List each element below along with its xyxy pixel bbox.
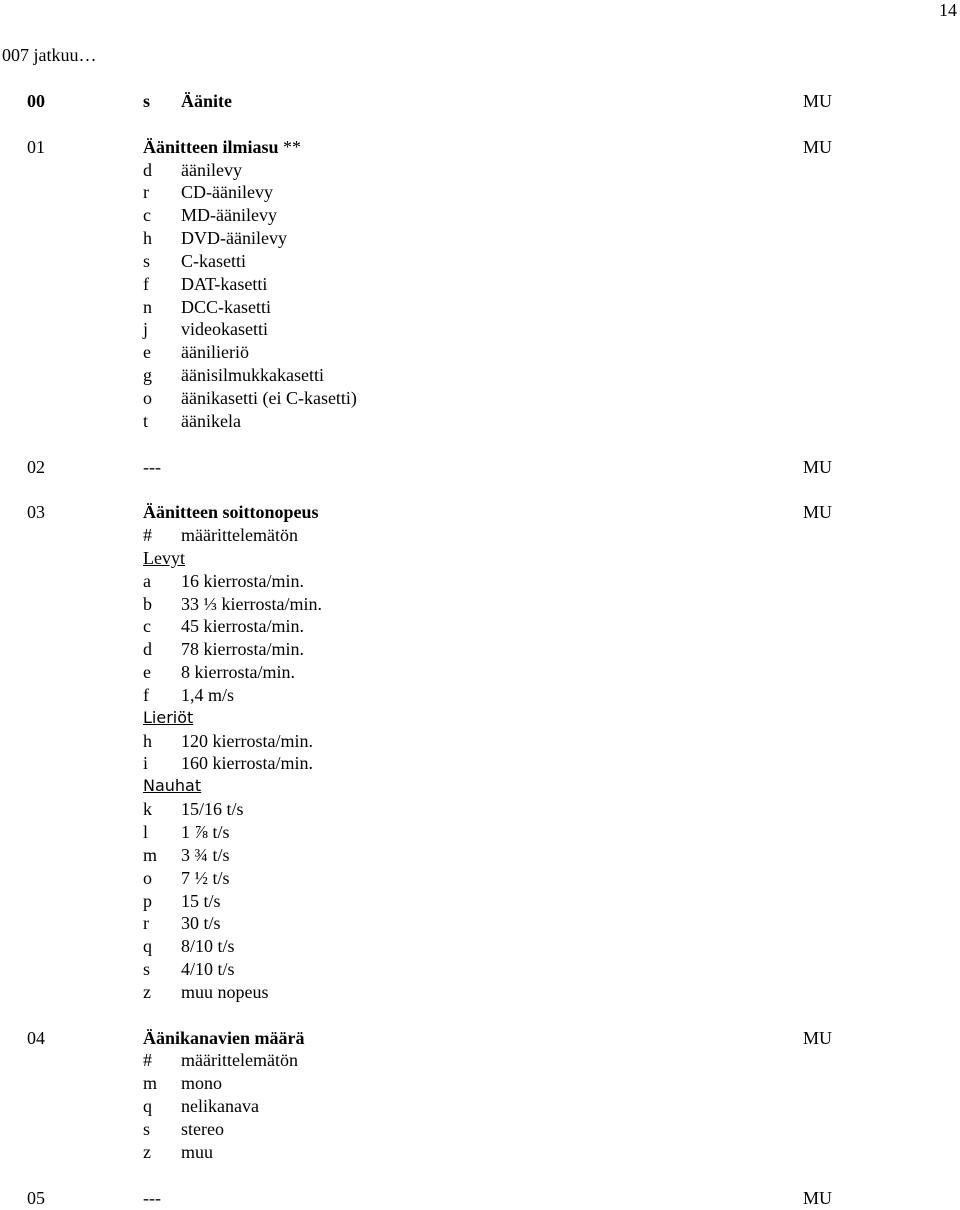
field-row-01 xyxy=(0,136,960,159)
section-spacer xyxy=(0,113,960,136)
field-mu-tag: MU xyxy=(803,136,833,157)
item-code: j xyxy=(143,319,149,340)
list-item xyxy=(0,410,960,433)
field-row-03 xyxy=(0,501,960,524)
item-code: z xyxy=(143,1141,151,1162)
item-label: 160 kierrosta/min. xyxy=(181,753,313,774)
list-item xyxy=(0,364,960,387)
field-mu-tag: MU xyxy=(803,502,833,523)
field-mu-tag: MU xyxy=(803,1027,833,1048)
section-spacer xyxy=(0,1164,960,1187)
item-code: a xyxy=(143,570,151,591)
list-item xyxy=(0,798,960,821)
subheading-row xyxy=(0,775,960,798)
list-item xyxy=(0,844,960,867)
field-code: s xyxy=(143,91,151,111)
item-code: s xyxy=(143,1118,151,1139)
item-label: nelikanava xyxy=(181,1096,259,1117)
item-label: 8/10 t/s xyxy=(181,936,235,957)
item-label: 7 ½ t/s xyxy=(181,867,230,888)
item-label: äänilevy xyxy=(181,159,242,180)
item-code: n xyxy=(143,296,152,317)
item-label: DAT-kasetti xyxy=(181,273,268,294)
item-code: m xyxy=(143,1073,158,1094)
list-item xyxy=(0,958,960,981)
list-item xyxy=(0,524,960,547)
item-code: h xyxy=(143,730,152,751)
list-item xyxy=(0,638,960,661)
item-code: # xyxy=(143,525,152,546)
list-item xyxy=(0,1072,960,1095)
item-label: 1 ⅞ t/s xyxy=(181,822,230,842)
list-item xyxy=(0,227,960,250)
item-code: h xyxy=(143,228,152,249)
field-title: Äänikanavien määrä xyxy=(143,1027,305,1048)
item-label: muu xyxy=(181,1141,214,1162)
field-mu-tag: MU xyxy=(803,91,833,111)
list-item xyxy=(0,981,960,1004)
list-item xyxy=(0,1095,960,1118)
field-value: --- xyxy=(143,1187,161,1208)
field-list xyxy=(0,90,960,1209)
list-item xyxy=(0,1049,960,1072)
field-heading xyxy=(143,136,301,159)
item-code: c xyxy=(143,616,151,637)
item-label: mono xyxy=(181,1073,223,1094)
item-label: äänisilmukkakasetti xyxy=(181,365,324,386)
page-number: 14 xyxy=(939,0,957,20)
item-label: 3 ¾ t/s xyxy=(181,844,230,865)
item-label: videokasetti xyxy=(181,319,268,340)
item-code: s xyxy=(143,250,151,271)
list-item xyxy=(0,890,960,913)
item-label: 30 t/s xyxy=(181,913,221,934)
field-number: 02 xyxy=(27,456,45,477)
item-label: C-kasetti xyxy=(181,250,246,271)
item-code: l xyxy=(143,822,149,842)
subheading-row xyxy=(0,547,960,570)
item-code: b xyxy=(143,593,152,614)
list-item xyxy=(0,593,960,616)
field-title: Äänitteen ilmiasu xyxy=(143,136,279,157)
item-label: 120 kierrosta/min. xyxy=(181,730,313,751)
subheading-row xyxy=(0,707,960,730)
continuation-heading: 007 jatkuu… xyxy=(2,45,97,65)
item-label: määrittelemätön xyxy=(181,525,298,546)
list-item xyxy=(0,387,960,410)
list-item xyxy=(0,1118,960,1141)
field-heading xyxy=(143,501,319,524)
list-item xyxy=(0,296,960,319)
field-number: 01 xyxy=(27,136,45,157)
item-label: äänikela xyxy=(181,410,241,431)
item-code: k xyxy=(143,799,152,820)
field-number: 00 xyxy=(27,91,45,111)
list-item xyxy=(0,912,960,935)
field-row-02 xyxy=(0,456,960,479)
list-item xyxy=(0,273,960,296)
field-mu-tag: MU xyxy=(803,456,833,477)
item-label: 15 t/s xyxy=(181,890,221,911)
item-label: 1,4 m/s xyxy=(181,684,235,705)
item-code: r xyxy=(143,913,149,934)
item-code: o xyxy=(143,867,152,888)
item-label: DCC-kasetti xyxy=(181,296,271,317)
list-item xyxy=(0,250,960,273)
list-item xyxy=(0,867,960,890)
item-code: z xyxy=(143,981,151,1002)
field-row-04 xyxy=(0,1027,960,1050)
item-label: stereo xyxy=(181,1118,224,1139)
item-code: s xyxy=(143,959,151,980)
field-note: ** xyxy=(283,136,302,157)
item-code: d xyxy=(143,639,152,660)
list-item xyxy=(0,159,960,182)
item-code: c xyxy=(143,205,151,226)
list-item xyxy=(0,935,960,958)
list-item xyxy=(0,821,960,844)
list-item xyxy=(0,661,960,684)
item-code: t xyxy=(143,410,149,431)
item-code: g xyxy=(143,365,152,386)
item-label: 8 kierrosta/min. xyxy=(181,662,295,683)
item-code: e xyxy=(143,342,151,363)
list-item xyxy=(0,341,960,364)
item-code: q xyxy=(143,1096,152,1117)
item-label: 4/10 t/s xyxy=(181,959,235,980)
item-label: 78 kierrosta/min. xyxy=(181,639,304,660)
list-item xyxy=(0,1141,960,1164)
item-code: r xyxy=(143,182,149,203)
item-label: DVD-äänilevy xyxy=(181,228,287,249)
item-label: CD-äänilevy xyxy=(181,182,273,203)
section-spacer xyxy=(0,478,960,501)
list-item xyxy=(0,684,960,707)
item-label: määrittelemätön xyxy=(181,1050,298,1071)
item-label: 33 ⅓ kierrosta/min. xyxy=(181,593,322,614)
field-number: 03 xyxy=(27,502,45,523)
item-label: äänikasetti (ei C-kasetti) xyxy=(181,387,357,408)
item-code: p xyxy=(143,890,152,911)
field-mu-tag: MU xyxy=(803,1187,833,1208)
item-label: 45 kierrosta/min. xyxy=(181,616,304,637)
item-code: o xyxy=(143,387,152,408)
field-heading xyxy=(143,1027,305,1050)
subheading-nauhat: Nauhat xyxy=(143,776,202,796)
field-number: 04 xyxy=(27,1027,45,1048)
item-code: f xyxy=(143,273,149,294)
item-code: # xyxy=(143,1050,152,1071)
field-number: 05 xyxy=(27,1187,45,1208)
item-label: MD-äänilevy xyxy=(181,205,277,226)
item-code: q xyxy=(143,936,152,957)
field-row-00 xyxy=(0,90,960,113)
section-spacer xyxy=(0,433,960,456)
item-label: muu nopeus xyxy=(181,981,269,1002)
list-item xyxy=(0,181,960,204)
item-label: 15/16 t/s xyxy=(181,799,244,820)
item-code: e xyxy=(143,662,151,683)
item-code: f xyxy=(143,684,149,705)
subheading-levyt: Levyt xyxy=(143,547,185,568)
item-label: 16 kierrosta/min. xyxy=(181,570,304,591)
field-value: --- xyxy=(143,456,161,477)
field-title: Äänitteen soittonopeus xyxy=(143,502,319,523)
list-item xyxy=(0,318,960,341)
item-code: m xyxy=(143,844,158,865)
field-title: Äänite xyxy=(181,91,232,111)
list-item xyxy=(0,730,960,753)
item-code: i xyxy=(143,753,149,774)
section-spacer xyxy=(0,1004,960,1027)
list-item xyxy=(0,615,960,638)
list-item xyxy=(0,204,960,227)
item-code: d xyxy=(143,159,152,180)
item-label: äänilieriö xyxy=(181,342,249,363)
list-item xyxy=(0,570,960,593)
list-item xyxy=(0,752,960,775)
subheading-lieriot: Lieriöt xyxy=(143,707,194,727)
field-row-05 xyxy=(0,1187,960,1210)
